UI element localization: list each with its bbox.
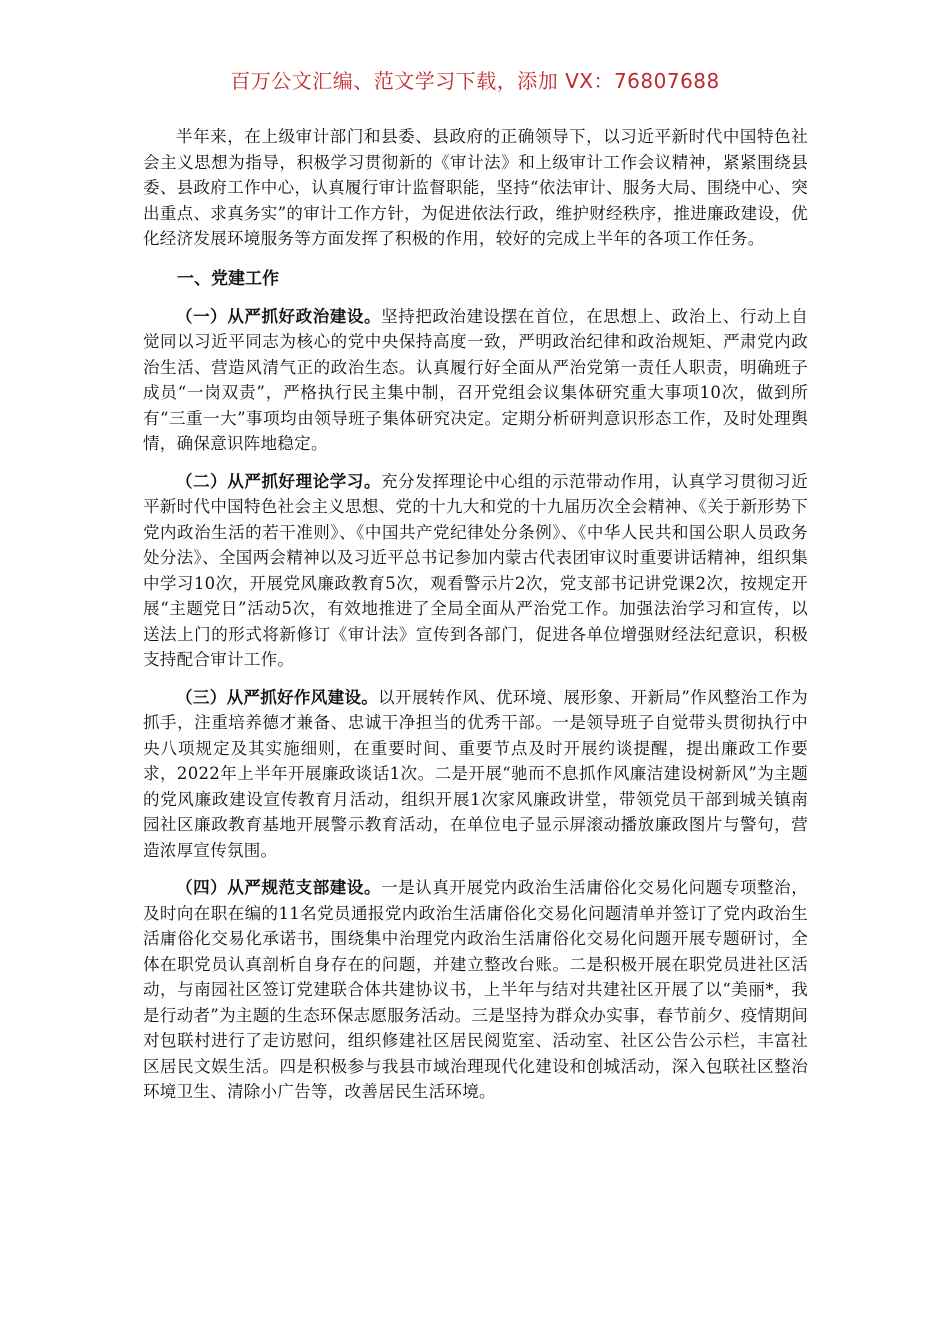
section-item-4 <box>143 875 808 1105</box>
item-lead: （一）从严抓好政治建设。 <box>176 306 382 326</box>
section-item-3 <box>143 685 808 864</box>
item-body: 充分发挥理论中心组的示范带动作用，认真学习贯彻习近平新时代中国特色社会主义思想、党的十九大和党的十九届历次全会精神、《关于新形势下党内政治生活的若干准则》、《中国共产党纪律处分条例》、《中华人民共和国公职人员政务处分法》、全国两会精神以及习近平总书记参加内蒙古代表团审议时重要讲话精神，组织集中学习10次，开展党风廉政教育5次，观看警示片2次，党支部书记讲党课2次，按规定开展“主题党日”活动5次，有效地推进了全局全面从严治党工作。加强法治学习和宣传，以送法上门的形式将新修订《审计法》宣传到各部门，促进各单位增强财经法纪意识，积极支持配合审计工作。 <box>143 471 809 669</box>
item-lead: （三）从严抓好作风建设。 <box>176 687 379 707</box>
item-body: 坚持把政治建设摆在首位，在思想上、政治上、行动上自觉同以习近平同志为核心的党中央保持高度一致，严明政治纪律和政治规矩、严肃党内政治生活、营造风清气正的政治生态。认真履行好全面从严治党第一责任人职责，明确班子成员“一岗双责”，严格执行民主集中制，召开党组会议集体研究重大事项10次，做到所有“三重一大”事项均由领导班子集体研究决定。定期分析研判意识形态工作，及时处理舆情，确保意识阵地稳定。 <box>143 306 809 453</box>
section-item-1 <box>143 304 808 457</box>
document-body <box>143 124 808 1117</box>
section-item-2 <box>143 469 808 673</box>
section-heading: 一、党建工作 <box>177 268 279 289</box>
item-lead: （四）从严规范支部建设。 <box>176 878 382 897</box>
promo-banner: 百万公文汇编、范文学习下载，添加 VX：76807688 <box>230 69 720 93</box>
intro-paragraph: 半年来，在上级审计部门和县委、县政府的正确领导下，以习近平新时代中国特色社会主义思想为指导，积极学习贯彻新的《审计法》和上级审计工作会议精神，紧紧围绕县委、县政府工作中心，认真履行审计监督职能，坚持“依法审计、服务大局、围绕中心、突出重点、求真务实”的审计工作方针，为促进依法行政，维护财经秩序，推进廉政建设，优化经济发展环境服务等方面发挥了积极的作用，较好的完成上半年的各项工作任务。 <box>143 127 808 248</box>
item-body: 一是认真开展党内政治生活庸俗化交易化问题专项整治，及时向在职在编的11名党员通报党内政治生活庸俗化交易化问题清单并签订了党内政治生活庸俗化交易化承诺书，围绕集中治理党内政治生活庸俗化交易化问题开展专题研讨，全体在职党员认真剖析自身存在的问题，并建立整改台账。二是积极开展在职党员进社区活动，与南园社区签订党建联合体共建协议书，上半年与结对共建社区开展了以“美丽*，我是行动者”为主题的生态环保志愿服务活动。三是坚持为群众办实事，春节前夕、疫情期间对包联村进行了走访慰问，组织修建社区居民阅览室、活动室、社区公告公示栏，丰富社区居民文娱生活。四是积极参与我县市域治理现代化建设和创城活动，深入包联社区整治环境卫生、清除小广告等，改善居民生活环境。 <box>143 878 809 1101</box>
item-lead: （二）从严抓好理论学习。 <box>176 471 382 491</box>
item-body: 以开展转作风、优环境、展形象、开新局”作风整治工作为抓手，注重培养德才兼备、忠诚干净担当的优秀干部。一是领导班子自觉带头贯彻执行中央八项规定及其实施细则，在重要时间、重要节点及时开展约谈提醒，提出廉政工作要求，2022年上半年开展廉政谈话1次。二是开展“驰而不息抓作风廉洁建设树新风”为主题的党风廉政建设宣传教育月活动，组织开展1次家风廉政讲堂，带领党员干部到城关镇南园社区廉政教育基地开展警示教育活动，在单位电子显示屏滚动播放廉政图片与警句，营造浓厚宣传氛围。 <box>143 687 808 860</box>
